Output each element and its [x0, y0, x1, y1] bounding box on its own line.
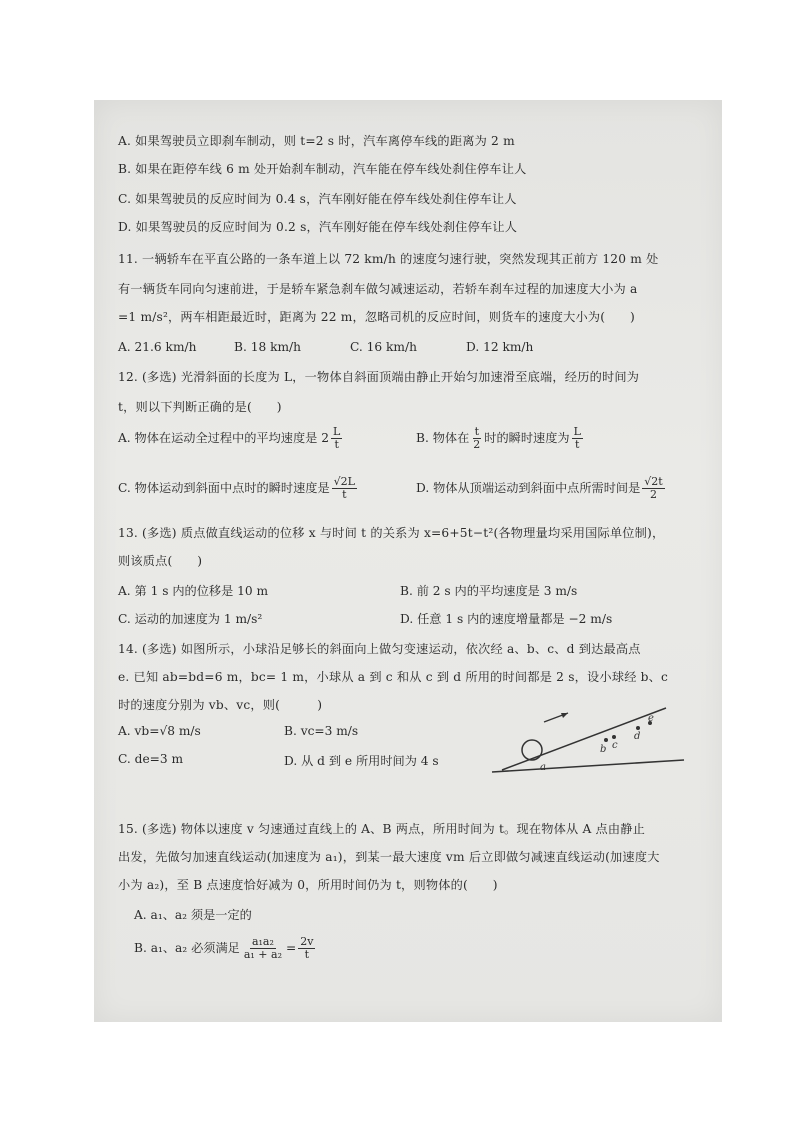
incline-figure [488, 706, 688, 778]
q14-option-c: C. de=3 m [118, 752, 184, 766]
q14-text-1: 14. (多选) 如图所示，小球沿足够长的斜面向上做匀变速运动，依次经 a、b、c、d 到达最高点 [118, 642, 641, 656]
point-d [636, 726, 640, 730]
q12-option-d: D. 物体从顶端运动到斜面中点所需时间是 $\frac{√2t}{2}$ [416, 475, 663, 501]
q11-option-b: B. 18 km/h [234, 340, 301, 354]
q14-text-3: 时的速度分别为 vb、vc，则( ) [118, 698, 323, 712]
q10-option-b: B. 如果在距停车线 6 m 处开始刹车制动，汽车能在停车线处刹住停车让人 [118, 162, 527, 176]
q11-text-2: 有一辆货车同向匀速前进，于是轿车紧急刹车做匀减速运动，若轿车刹车过程的加速度大小为 a [118, 282, 638, 296]
incline-line [502, 708, 666, 770]
q15-text-1: 15. (多选) 物体以速度 v 匀速通过直线上的 A、B 两点，所用时间为 t。现在物体从 A 点由静止 [118, 822, 646, 836]
q10-option-d: D. 如果驾驶员的反应时间为 0.2 s，汽车刚好能在停车线处刹住停车让人 [118, 220, 518, 234]
q11-option-a: A. 21.6 km/h [118, 340, 197, 354]
fraction-l-over-t-b: $\frac{L}{t}$ [573, 425, 581, 451]
q12-option-c: C. 物体运动到斜面中点时的瞬时速度是 $\frac{√2L}{t}$ [118, 475, 355, 501]
fraction-sqrt2l-over-t: $\frac{√2L}{t}$ [333, 475, 355, 501]
exam-page [94, 100, 722, 1022]
q15-option-b: B. a₁、a₂ 必须满足 $\frac{\text{a₁a₂}}{\text{a₁ + a₂}}$ = $\frac{2v}{t}$ [134, 935, 314, 961]
q13-option-c: C. 运动的加速度为 1 m/s² [118, 612, 263, 626]
q11-text-3: =1 m/s²，两车相距最近时，距离为 22 m，忽略司机的反应时间，则货车的速度大小为( ) [118, 310, 635, 324]
q15-text-2: 出发，先做匀加速直线运动(加速度为 a₁)，到某一最大速度 vm 后立即做匀减速直线运动(加速度大 [118, 850, 660, 864]
ball [522, 740, 542, 760]
q13-option-d: D. 任意 1 s 内的速度增量都是 −2 m/s [400, 612, 613, 626]
label-a: a [540, 762, 546, 773]
ground-line [492, 760, 684, 772]
q13-option-a: A. 第 1 s 内的位移是 10 m [118, 584, 269, 598]
label-e: e [648, 713, 654, 724]
arrow-head [561, 713, 568, 718]
q12-text-1: 12. (多选) 光滑斜面的长度为 L，一物体自斜面顶端由静止开始匀加速滑至底端，经历的时间为 [118, 370, 640, 384]
q14-option-a: A. vb=√8 m/s [118, 724, 201, 738]
q11-option-c: C. 16 km/h [350, 340, 417, 354]
q10-option-a: A. 如果驾驶员立即刹车制动，则 t=2 s 时，汽车离停车线的距离为 2 m [118, 134, 515, 148]
q10-option-c: C. 如果驾驶员的反应时间为 0.4 s，汽车刚好能在停车线处刹住停车让人 [118, 192, 517, 206]
fraction-sqrt2t-over-2: $\frac{√2t}{2}$ [644, 475, 663, 501]
q15-option-a: A. a₁、a₂ 须是一定的 [134, 908, 252, 922]
point-c [612, 735, 616, 739]
q14-text-2: e. 已知 ab=bd=6 m，bc= 1 m，小球从 a 到 c 和从 c 到 d 所用的时间都是 2 s，设小球经 b、c [118, 670, 669, 684]
q12-text-2: t，则以下判断正确的是( ) [118, 400, 282, 414]
q11-option-d: D. 12 km/h [466, 340, 534, 354]
q13-text-2: 则该质点( ) [118, 554, 203, 568]
q13-option-b: B. 前 2 s 内的平均速度是 3 m/s [400, 584, 578, 598]
fraction-a1a2: $\frac{\text{a₁a₂}}{\text{a₁ + a₂}}$ [243, 935, 282, 961]
point-b [604, 738, 608, 742]
q12-option-b: B. 物体在 $\frac{t}{2}$ 时的瞬时速度为 $\frac{L}{t}$ [416, 425, 581, 451]
q14-option-d: D. 从 d 到 e 所用时间为 4 s [284, 754, 439, 768]
label-b: b [600, 744, 607, 755]
label-d: d [634, 731, 641, 742]
fraction-l-over-t: $\frac{L}{t}$ [333, 425, 341, 451]
label-c: c [612, 740, 618, 751]
q11-text-1: 11. 一辆轿车在平直公路的一条车道上以 72 km/h 的速度匀速行驶，突然发现其正前方 120 m 处 [118, 252, 659, 266]
fraction-t-over-2: $\frac{t}{2}$ [473, 425, 481, 451]
q15-text-3: 小为 a₂)，至 B 点速度恰好减为 0，所用时间仍为 t，则物体的( ) [118, 878, 498, 892]
q13-text-1: 13. (多选) 质点做直线运动的位移 x 与时间 t 的关系为 x=6+5t−t²(各物理量均采用国际单位制)， [118, 526, 665, 540]
fraction-2v-over-t: $\frac{2v}{t}$ [300, 935, 314, 961]
q12-option-a: A. 物体在运动全过程中的平均速度是 2 $\frac{L}{t}$ [118, 425, 341, 451]
q14-option-b: B. vc=3 m/s [284, 724, 359, 738]
